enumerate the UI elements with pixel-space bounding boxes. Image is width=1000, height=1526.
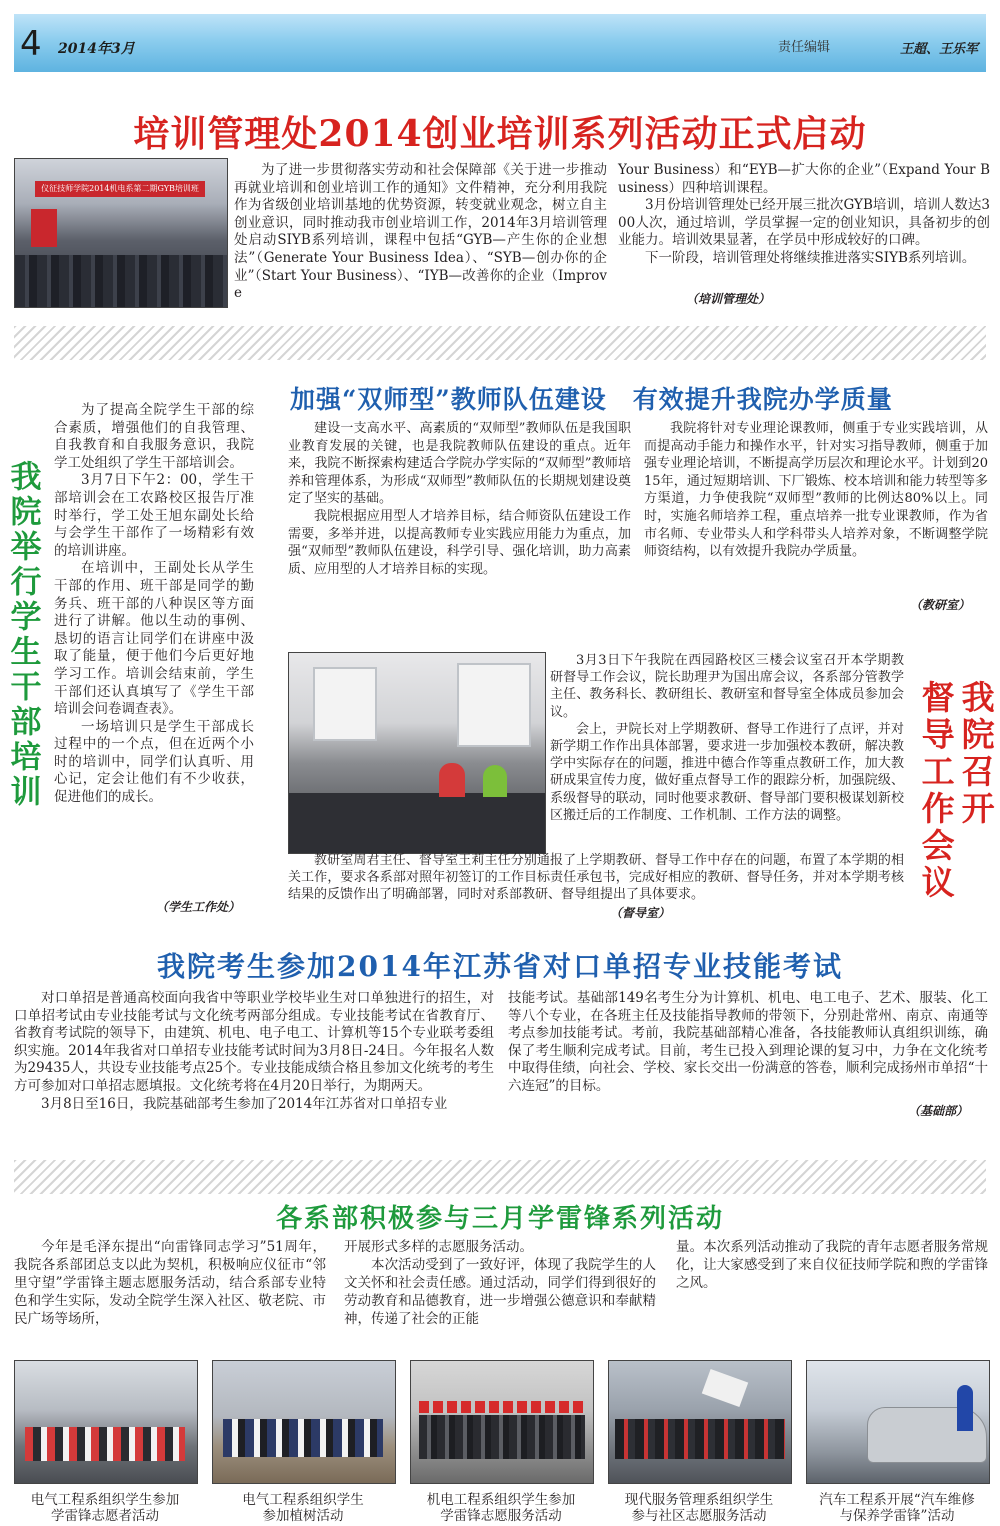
paragraph: 为了提高全院学生干部的综合素质，增强他们的自我管理、自我教育和自我服务意识，我院学工处组织了学生干部培训会。 — [54, 402, 254, 471]
paragraph: 3月3日下午我院在西园路校区三楼会议室召开本学期教研督导工作会议，院长助理尹为国出席会议，各系部分管教学主任、教务科长、教研组长、教研室和督导室全体成员参加会议。 — [550, 653, 904, 720]
article4-signature: （督导室） — [609, 906, 670, 920]
paragraph: 我院根据应用型人才培养目标，结合师资队伍建设工作需要，多举并进，以提高教师专业实践应用能力为重点，加强“双师型”教师队伍建设，科学引导、强化培训，助力高素质、应用型的人才培养目标的实现。 — [288, 508, 631, 577]
article2-title: 加强“双师型”教师队伍建设 有效提升我院办学质量 — [290, 385, 893, 414]
photo-flag — [702, 1369, 748, 1407]
article4-title-col1: 我院召开 — [956, 680, 996, 828]
caption-line: 机电工程系组织学生参加 — [426, 1492, 576, 1508]
photo-people — [25, 1427, 185, 1461]
article2-signature: （教研室） — [909, 598, 970, 612]
paragraph: 技能考试。基础部149名考生分为计算机、机电、电工电子、艺术、服装、化工等八个专业，在各班主任及技能指导教师的带领下，分别赴常州、南京、南通等考点参加技能考试。考前，我院基础部精心准备，各技能教师认真组织训练，确保了考生顺利完成考试。目前，考生已投入到理论课的复习中，力争在文化统考中取得佳绩，向社会、学校、家长交出一份满意的答卷，顺利完成扬州市单招“十六连冠”的目标。 — [508, 990, 988, 1094]
paragraph: 在培训中，王副处长从学生干部的作用、班干部是同学的勤务兵、班干部的八种误区等方面进行了讲解。他以生动的事例、恳切的语言让同学们在讲座中汲取了能量，便于他们今后更好地学习工作。培训会结束前，学生干部们还认真填写了《学生干部培训会问卷调查表》。 — [54, 560, 254, 718]
gallery-caption-2 — [212, 1492, 394, 1524]
paragraph: 建设一支高水平、高素质的“双师型”教师队伍是我国职业教育发展的关键，也是我院教师队伍建设的重点。近年来，我院不断探索构建适合学院办学实际的“双师型”教师培养和管理体系，为形成“双师型”教师队伍的长期规划建设奠定了坚实的基础。 — [288, 421, 631, 507]
section-divider — [14, 326, 986, 360]
photo-people — [223, 1419, 383, 1457]
article4-body-bottom — [288, 852, 904, 904]
gallery-photo-2 — [212, 1360, 396, 1484]
article1-title: 培训管理处2014创业培训系列活动正式启动 — [133, 113, 867, 155]
article6-title: 各系部积极参与三月学雷锋系列活动 — [275, 1204, 724, 1234]
gallery-caption-1 — [14, 1492, 196, 1524]
caption-line: 电气工程系组织学生参加 — [30, 1492, 180, 1508]
editor-label: 责任编辑 — [778, 40, 831, 55]
caption-line: 现代服务管理系组织学生 — [624, 1492, 774, 1508]
article3-signature: （学生工作处） — [155, 900, 240, 914]
photo-person — [957, 1385, 973, 1431]
photo-people — [615, 1419, 785, 1459]
paragraph: 为了进一步贯彻落实劳动和社会保障部《关于进一步推动再就业培训和创业培训工作的通知》文件精神，充分利用我院作为省级创业培训基地的优势资源，转变就业观念，树立自主创业意识，同时推动我市创业培训工作，2014年3月培训管理处启动SIYB系列培训，课程中包括“GYB—产生你的企业想法”（Generate Your Business Idea）、“SYB—创办你的企业”（Start Your Business）、“IYB—改善你的企业（Improve — [234, 162, 607, 302]
caption-line: 电气工程系组织学生 — [242, 1492, 364, 1508]
caption-line: 参与社区志愿服务活动 — [631, 1508, 767, 1524]
article6-col2 — [344, 1238, 656, 1328]
page-number: 4 — [20, 24, 42, 64]
article2-col1 — [288, 420, 631, 578]
editor-names: 王超、王乐军 — [900, 42, 979, 57]
paragraph: 对口单招是普通高校面向我省中等职业学校毕业生对口单独进行的招生，对口单招考试由专业技能考试与文化统考两部分组成。专业技能考试在省教育厅、省教育考试院的领导下，由建筑、机电、电子电工、计算机等15个专业联考委组织实施。2014年我省对口单招专业技能考试时间为3月8日-24日。今年报名人数为29435人，共设专业技能考点25个。专业技能成绩合格且参加文化统考的考生方可参加对口单招志愿填报。文化统考将在4月20日举行，为期两天。 — [14, 990, 494, 1094]
paragraph: 会上，尹院长对上学期教研、督导工作进行了点评，并对新学期工作作出具体部署，要求进一步加强校本教研，解决教学中实际存在的问题，推进中德合作等重点教研工作，加大教研成果宣传力度，做好重点督导工作的跟踪分析，加强院级、系级督导的联动，同时他要求教研、督导部门要积极谋划新校区搬迁后的工作制度、工作机制、工作方法的调整。 — [550, 721, 904, 823]
article1-photo — [14, 158, 228, 308]
article5-title: 我院考生参加2014年江苏省对口单招专业技能考试 — [157, 950, 843, 983]
gallery-caption-3 — [410, 1492, 592, 1524]
article5-col1 — [14, 990, 494, 1113]
article6-col1 — [14, 1238, 326, 1328]
article5-col2 — [508, 990, 988, 1096]
article3-title: 我院举行学生干部培训 — [4, 460, 41, 810]
paragraph: 本次活动受到了一致好评，体现了我院学生的人文关怀和社会责任感。通过活动，同学们得到很好的劳动教育和品德教育，进一步增强公德意识和奉献精神，传递了社会的正能 — [344, 1257, 656, 1327]
gallery-caption-4 — [608, 1492, 790, 1524]
caption-line: 汽车工程系开展“汽车维修 — [819, 1492, 975, 1508]
article1-col1 — [234, 162, 607, 303]
gallery-photo-3 — [410, 1360, 594, 1484]
caption-line: 参加植树活动 — [262, 1508, 344, 1524]
photo-people — [419, 1415, 585, 1459]
caption-line: 与保养学雷锋”活动 — [839, 1508, 955, 1524]
article3-body — [54, 402, 254, 807]
paragraph: 3月8日至16日，我院基础部考生参加了2014年江苏省对口单招专业 — [41, 1095, 448, 1112]
photo-table — [289, 793, 545, 853]
photo-audience — [15, 255, 227, 307]
photo-red-caps — [419, 1401, 585, 1413]
paragraph: 下一阶段，培训管理处将继续推进落实SIYB系列培训。 — [645, 249, 976, 266]
article4-body-right — [550, 652, 904, 824]
paragraph: 量。本次系列活动推动了我院的青年志愿者服务常规化，让大家感受到了来自仪征技师学院和煦的学雷锋之风。 — [676, 1239, 988, 1291]
paragraph: 一场培训只是学生干部成长过程中的一个点，但在近两个小时的培训中，同学们认真听、用心记，定会让他们有不少收获，促进他们的成长。 — [54, 718, 254, 806]
paragraph: 教研室周君主任、督导室王莉主任分别通报了上学期教研、督导工作中存在的问题，布置了本学期的相关工作，要求各系部对照年初签订的工作目标责任承包书，完成好相应的教研、督导任务，并对本学期考核结果的反馈作出了明确部署，同时对系部教研、督导组提出了具体要求。 — [288, 853, 904, 903]
photo-person — [439, 763, 465, 797]
article1-signature: （培训管理处） — [685, 292, 770, 306]
article6-col3 — [676, 1238, 988, 1292]
paragraph: 3月份培训管理处已经开展三批次GYB培训，培训人数达300人次，通过培训，学员掌握一定的创业知识，具备初步的创业能力。培训效果显著，在学员中形成较好的口碑。 — [618, 197, 990, 249]
page-header-band — [14, 14, 986, 72]
paragraph: 我院将针对专业理论课教师，侧重于专业实践培训，从而提高动手能力和操作水平，针对实习指导教师，侧重于加强专业理论培训，不断提高学历层次和理论水平。计划到2015年，通过短期培训、下厂锻炼、校本培训和能力转型等多方渠道，力争使我院“双师型”教师的比例达80%以上。同时，实施名师培养工程，重点培养一批专业课教师，作为省市名师、专业带头人和学科带头人培养对象，不断调整学院师资结构，以有效提升我院办学质量。 — [644, 421, 988, 560]
gallery-caption-5 — [806, 1492, 988, 1524]
article4-title-col2: 督导工作会议 — [916, 680, 956, 902]
photo-window — [457, 663, 531, 747]
gallery-photo-4 — [608, 1360, 792, 1484]
paragraph: Your Business）和“EYB—扩大你的企业”（Expand Your Business）四种培训课程。 — [618, 162, 990, 196]
caption-line: 学雷锋志愿服务活动 — [440, 1508, 562, 1524]
issue-date: 2014年3月 — [58, 41, 135, 57]
photo-banner: 仪征技师学院2014机电系第二期GYB培训班 — [35, 181, 205, 197]
paragraph: 开展形式多样的志愿服务活动。 — [344, 1239, 533, 1255]
caption-line: 学雷锋志愿者活动 — [51, 1508, 159, 1524]
gallery-photo-5 — [806, 1360, 990, 1484]
gallery-photo-1 — [14, 1360, 198, 1484]
article2-col2 — [644, 420, 988, 561]
paragraph: 3月7日下午2：00，学生干部培训会在工农路校区报告厅准时举行，学工处王旭东副处长给与会学生干部作了一场精彩有效的培训讲座。 — [54, 472, 254, 559]
photo-window — [313, 667, 377, 741]
article1-col2 — [618, 162, 990, 268]
article5-signature: （基础部） — [907, 1104, 968, 1118]
section-divider — [14, 1160, 986, 1194]
paragraph: 今年是毛泽东提出“向雷锋同志学习”51周年，我院各系部团总支以此为契机，积极响应仪征市“邻里守望”学雷锋主题志愿服务活动，结合系部专业特色和学生实际，发动全院学生深入社区、敬老院、市民广场等场所， — [14, 1239, 326, 1327]
photo-person — [483, 765, 507, 797]
article4-photo — [288, 652, 546, 854]
photo-board — [31, 209, 57, 247]
